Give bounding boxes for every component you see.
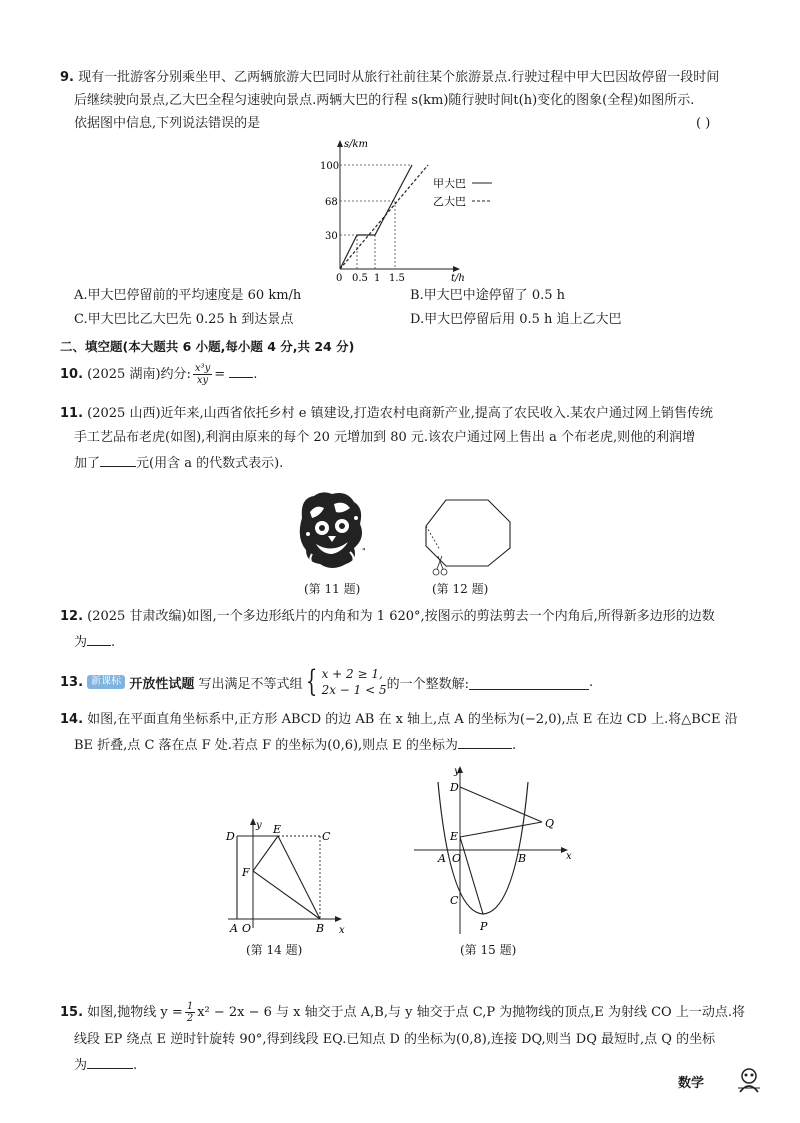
label-c: C bbox=[322, 830, 331, 843]
period: . bbox=[253, 367, 258, 382]
label-f: F bbox=[242, 866, 250, 879]
label-p: P bbox=[480, 920, 488, 933]
inequality-2: 2x − 1 < 5 bbox=[321, 683, 387, 697]
segment-eb bbox=[278, 836, 320, 919]
label-a: A bbox=[230, 922, 238, 935]
new-curriculum-tag: 新课标 bbox=[87, 675, 125, 689]
question-13 bbox=[60, 663, 593, 701]
answer-blank bbox=[458, 734, 512, 749]
label-x: x bbox=[566, 851, 572, 862]
tick-label-0: 0 bbox=[336, 273, 343, 284]
parabola-figure bbox=[410, 762, 580, 940]
answer-blank bbox=[87, 631, 111, 646]
question-text: 写出满足不等式组 bbox=[198, 676, 303, 692]
t-axis-arrow bbox=[453, 266, 460, 272]
segment-fb bbox=[253, 871, 320, 919]
polygon-paper bbox=[426, 500, 510, 566]
brace-icon: { bbox=[306, 664, 318, 699]
figure-caption: (第 15 题) bbox=[460, 943, 517, 957]
question-text-line: 手工艺品布老虎(如图),利润由原来的每个 20 元增加到 80 元.该农户通过网上售出 a 个布老虎,则他的利润增 bbox=[74, 430, 696, 445]
segment-eq bbox=[460, 822, 542, 837]
tick-label-68: 68 bbox=[325, 197, 338, 208]
question-text: BE 折叠,点 C 落在点 F 处.若点 F 的坐标为(0,6),则点 E 的坐标为 bbox=[74, 738, 458, 753]
fraction bbox=[193, 363, 212, 386]
label-d: D bbox=[450, 781, 459, 794]
distance-time-graph bbox=[320, 135, 520, 285]
question-text-line: 现有一批游客分别乘坐甲、乙两辆旅游大巴同时从旅行社前往某个旅游景点.行驶过程中甲大巴因故停留一段时间 bbox=[78, 70, 720, 85]
question-text-line: 如图,在平面直角坐标系中,正方形 ABCD 的边 AB 在 x 轴上,点 A 的坐标为(−2,0),点 E 在边 CD 上.将△BCE 沿 bbox=[87, 712, 738, 727]
label-x: x bbox=[339, 925, 345, 936]
figure-caption: (第 12 题) bbox=[432, 582, 489, 596]
question-number: 12. bbox=[60, 609, 84, 624]
tick-label-100: 100 bbox=[320, 161, 340, 172]
fraction-numerator: x³y bbox=[194, 363, 211, 374]
segment-ef bbox=[253, 836, 278, 871]
fraction-half bbox=[185, 1001, 195, 1024]
option-c: C.甲大巴比乙大巴先 0.25 h 到达景点 bbox=[74, 312, 294, 327]
equals-sign: = bbox=[214, 367, 226, 382]
polygon-cut-figure bbox=[418, 494, 518, 578]
answer-blank bbox=[229, 363, 253, 378]
svg-text:": " bbox=[362, 547, 366, 556]
question-text-line: 线段 EP 绕点 E 逆时针旋转 90°,得到线段 EQ.已知点 D 的坐标为(0,8),连接 DQ,则当 DQ 最短时,点 Q 的坐标 bbox=[74, 1032, 716, 1047]
label-o: O bbox=[242, 922, 252, 935]
question-text: 加了 bbox=[74, 456, 101, 471]
question-14 bbox=[60, 710, 760, 758]
question-type-title: 开放性试题 bbox=[129, 676, 195, 692]
answer-blank bbox=[87, 1054, 133, 1069]
tick-label-30: 30 bbox=[325, 231, 338, 242]
question-number: 15. bbox=[60, 1005, 84, 1020]
period: . bbox=[111, 635, 116, 650]
label-y: y bbox=[454, 766, 460, 777]
answer-blank bbox=[469, 675, 589, 690]
period: . bbox=[589, 674, 594, 690]
t-axis-label: t/h bbox=[451, 273, 465, 284]
s-axis-arrow bbox=[337, 140, 343, 147]
question-text: 为 bbox=[74, 1058, 88, 1073]
footer-subject: 数学 bbox=[678, 1076, 705, 1091]
question-text: 元(用含 a 的代数式表示). bbox=[136, 456, 284, 471]
legend-bus-a: 甲大巴 bbox=[433, 177, 466, 190]
inequality-system bbox=[302, 666, 386, 698]
question-text-line: 后继续驶向景点,乙大巴全程匀速驶向景点.两辆大巴的行程 s(km)随行驶时间t(h)变化的图象(全程)如图所示. bbox=[74, 93, 695, 108]
question-number: 13. bbox=[60, 674, 84, 690]
figure-caption: (第 11 题) bbox=[304, 582, 361, 596]
cut-line bbox=[426, 526, 440, 550]
tick-label-1: 1 bbox=[374, 273, 381, 284]
question-text: 如图,抛物线 y = bbox=[87, 1005, 183, 1020]
guide-lines bbox=[340, 165, 412, 269]
answer-bracket: ( ) bbox=[696, 116, 711, 131]
fraction-denominator: xy bbox=[196, 375, 209, 386]
tick-label-0.5: 0.5 bbox=[352, 273, 368, 284]
inequality-1: x + 2 ≥ 1, bbox=[321, 667, 383, 681]
label-e: E bbox=[273, 823, 282, 836]
option-b: B.甲大巴中途停留了 0.5 h bbox=[410, 288, 565, 303]
option-d: D.甲大巴停留后用 0.5 h 追上乙大巴 bbox=[410, 312, 622, 327]
legend-bus-b: 乙大巴 bbox=[433, 195, 466, 208]
s-axis-label: s/km bbox=[344, 139, 369, 150]
question-15 bbox=[60, 1000, 760, 1076]
question-text: (2025 湖南)约分: bbox=[87, 367, 191, 382]
question-text: x² − 2x − 6 与 x 轴交于点 A,B,与 y 轴交于点 C,P 为抛物线的顶点,E 为射线 CO 上一动点.将 bbox=[197, 1005, 745, 1020]
square-fold-figure bbox=[222, 816, 352, 938]
question-text: 为 bbox=[74, 635, 88, 650]
label-y: y bbox=[256, 820, 262, 831]
segment-ep bbox=[460, 837, 483, 914]
label-q: Q bbox=[545, 817, 555, 830]
period: . bbox=[133, 1058, 138, 1073]
label-d: D bbox=[226, 830, 235, 843]
bus-a-line bbox=[340, 165, 412, 269]
mascot-logo-icon bbox=[734, 1066, 764, 1096]
label-b: B bbox=[316, 922, 325, 935]
option-a: A.甲大巴停留前的平均速度是 60 km/h bbox=[74, 288, 302, 303]
question-number: 14. bbox=[60, 712, 84, 727]
answer-blank bbox=[100, 452, 136, 467]
label-o: O bbox=[452, 852, 462, 865]
fraction-numerator: 1 bbox=[186, 1001, 194, 1012]
period: . bbox=[511, 738, 517, 753]
fraction-denominator: 2 bbox=[186, 1013, 194, 1024]
figure-caption: (第 14 题) bbox=[246, 943, 303, 957]
segment-dq bbox=[460, 787, 542, 822]
tick-label-1.5: 1.5 bbox=[389, 273, 405, 284]
question-10 bbox=[60, 360, 257, 390]
section-heading: 二、填空题(本大题共 6 小题,每小题 4 分,共 24 分) bbox=[60, 339, 355, 354]
question-11 bbox=[60, 404, 760, 476]
label-c: C bbox=[450, 894, 459, 907]
question-12 bbox=[60, 607, 760, 655]
label-a: A bbox=[438, 852, 446, 865]
question-number: 9. bbox=[60, 70, 74, 85]
label-e: E bbox=[450, 830, 459, 843]
question-text-line: 依据图中信息,下列说法错误的是 bbox=[74, 116, 261, 131]
question-number: 10. bbox=[60, 367, 84, 382]
x-axis-arrow bbox=[335, 916, 342, 922]
question-text-line: (2025 山西)近年来,山西省依托乡村 e 镇建设,打造农村电商新产业,提高了农民收入.某农户通过网上销售传统 bbox=[87, 406, 714, 421]
question-number: 11. bbox=[60, 406, 84, 421]
label-b: B bbox=[518, 852, 527, 865]
question-text-line: (2025 甘肃改编)如图,一个多边形纸片的内角和为 1 620°,按图示的剪法剪去一个内角后,所得新多边形的边数 bbox=[87, 609, 715, 624]
question-text: 的一个整数解: bbox=[386, 676, 470, 692]
cloth-tiger-image bbox=[292, 488, 372, 573]
